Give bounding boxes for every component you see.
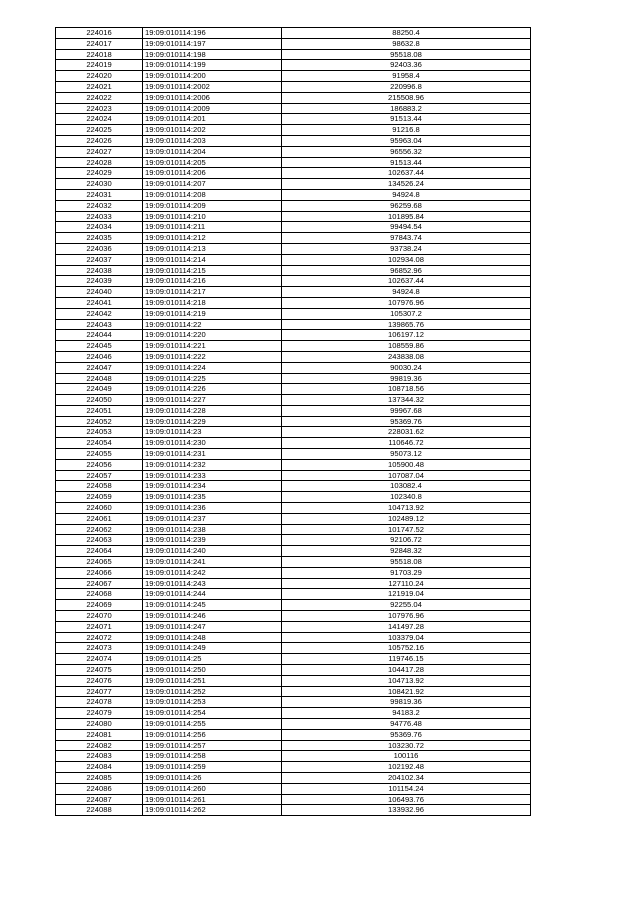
table-row	[56, 103, 531, 114]
row-id-cell: 224087	[56, 794, 143, 805]
amount-cell: 243838.08	[282, 351, 531, 362]
row-id-cell: 224062	[56, 524, 143, 535]
amount-cell: 94924.8	[282, 287, 531, 298]
cadastral-code-cell: 19:09:010114:250	[143, 665, 282, 676]
cadastral-code-cell: 19:09:010114:224	[143, 362, 282, 373]
row-id-cell: 224050	[56, 395, 143, 406]
row-id-cell: 224029	[56, 168, 143, 179]
table-row	[56, 427, 531, 438]
cadastral-code-cell: 19:09:010114:262	[143, 805, 282, 816]
amount-cell: 92106.72	[282, 535, 531, 546]
cadastral-code-cell: 19:09:010114:227	[143, 395, 282, 406]
table-row	[56, 783, 531, 794]
table-row	[56, 243, 531, 254]
cadastral-code-cell: 19:09:010114:23	[143, 427, 282, 438]
amount-cell: 102489.12	[282, 513, 531, 524]
table-row	[56, 71, 531, 82]
cadastral-code-cell: 19:09:010114:252	[143, 686, 282, 697]
row-id-cell: 224084	[56, 762, 143, 773]
row-id-cell: 224020	[56, 71, 143, 82]
cadastral-code-cell: 19:09:010114:199	[143, 60, 282, 71]
amount-cell: 92255.04	[282, 600, 531, 611]
cadastral-code-cell: 19:09:010114:204	[143, 146, 282, 157]
amount-cell: 107976.96	[282, 297, 531, 308]
cadastral-code-cell: 19:09:010114:202	[143, 125, 282, 136]
table-row	[56, 319, 531, 330]
table-row	[56, 416, 531, 427]
cadastral-code-cell: 19:09:010114:260	[143, 783, 282, 794]
table-row	[56, 330, 531, 341]
table-row	[56, 449, 531, 460]
cadastral-code-cell: 19:09:010114:236	[143, 503, 282, 514]
table-row	[56, 481, 531, 492]
table-row	[56, 578, 531, 589]
amount-cell: 95518.08	[282, 557, 531, 568]
amount-cell: 119746.15	[282, 654, 531, 665]
cadastral-code-cell: 19:09:010114:22	[143, 319, 282, 330]
cadastral-code-cell: 19:09:010114:225	[143, 373, 282, 384]
amount-cell: 91513.44	[282, 114, 531, 125]
table-row	[56, 697, 531, 708]
amount-cell: 108559.86	[282, 341, 531, 352]
amount-cell: 91216.8	[282, 125, 531, 136]
cadastral-code-cell: 19:09:010114:243	[143, 578, 282, 589]
amount-cell: 204102.34	[282, 772, 531, 783]
amount-cell: 139865.76	[282, 319, 531, 330]
cadastral-code-cell: 19:09:010114:259	[143, 762, 282, 773]
cadastral-code-cell: 19:09:010114:214	[143, 254, 282, 265]
amount-cell: 96259.68	[282, 200, 531, 211]
cadastral-code-cell: 19:09:010114:233	[143, 470, 282, 481]
amount-cell: 134526.24	[282, 179, 531, 190]
row-id-cell: 224074	[56, 654, 143, 665]
row-id-cell: 224032	[56, 200, 143, 211]
table-row	[56, 233, 531, 244]
table-row	[56, 611, 531, 622]
row-id-cell: 224076	[56, 675, 143, 686]
cadastral-code-cell: 19:09:010114:220	[143, 330, 282, 341]
row-id-cell: 224048	[56, 373, 143, 384]
table-row	[56, 135, 531, 146]
amount-cell: 127110.24	[282, 578, 531, 589]
cadastral-code-cell: 19:09:010114:2002	[143, 81, 282, 92]
amount-cell: 102192.48	[282, 762, 531, 773]
table-row	[56, 470, 531, 481]
table-row	[56, 405, 531, 416]
cadastral-code-cell: 19:09:010114:206	[143, 168, 282, 179]
cadastral-code-cell: 19:09:010114:237	[143, 513, 282, 524]
row-id-cell: 224041	[56, 297, 143, 308]
table-row	[56, 189, 531, 200]
cadastral-code-cell: 19:09:010114:249	[143, 643, 282, 654]
row-id-cell: 224028	[56, 157, 143, 168]
amount-cell: 106493.76	[282, 794, 531, 805]
row-id-cell: 224055	[56, 449, 143, 460]
row-id-cell: 224079	[56, 708, 143, 719]
cadastral-code-cell: 19:09:010114:239	[143, 535, 282, 546]
amount-cell: 220996.8	[282, 81, 531, 92]
amount-cell: 94924.8	[282, 189, 531, 200]
table-row	[56, 459, 531, 470]
row-id-cell: 224049	[56, 384, 143, 395]
table-row	[56, 621, 531, 632]
amount-cell: 103230.72	[282, 740, 531, 751]
table-row	[56, 114, 531, 125]
row-id-cell: 224017	[56, 38, 143, 49]
row-id-cell: 224034	[56, 222, 143, 233]
cadastral-code-cell: 19:09:010114:258	[143, 751, 282, 762]
cadastral-code-cell: 19:09:010114:230	[143, 438, 282, 449]
cadastral-code-cell: 19:09:010114:200	[143, 71, 282, 82]
amount-cell: 97843.74	[282, 233, 531, 244]
row-id-cell: 224058	[56, 481, 143, 492]
table-row	[56, 686, 531, 697]
row-id-cell: 224018	[56, 49, 143, 60]
amount-cell: 104713.92	[282, 675, 531, 686]
amount-cell: 99819.36	[282, 697, 531, 708]
row-id-cell: 224037	[56, 254, 143, 265]
table-row	[56, 751, 531, 762]
table-row	[56, 157, 531, 168]
table-row	[56, 762, 531, 773]
amount-cell: 107087.04	[282, 470, 531, 481]
row-id-cell: 224088	[56, 805, 143, 816]
cadastral-code-cell: 19:09:010114:217	[143, 287, 282, 298]
table-row	[56, 297, 531, 308]
amount-cell: 95518.08	[282, 49, 531, 60]
amount-cell: 108718.56	[282, 384, 531, 395]
cadastral-code-cell: 19:09:010114:229	[143, 416, 282, 427]
table-row	[56, 567, 531, 578]
table-row	[56, 38, 531, 49]
amount-cell: 104713.92	[282, 503, 531, 514]
cadastral-code-cell: 19:09:010114:261	[143, 794, 282, 805]
table-row	[56, 222, 531, 233]
cadastral-code-cell: 19:09:010114:240	[143, 546, 282, 557]
amount-cell: 99819.36	[282, 373, 531, 384]
table-row	[56, 524, 531, 535]
row-id-cell: 224042	[56, 308, 143, 319]
table-row	[56, 708, 531, 719]
cadastral-code-cell: 19:09:010114:255	[143, 719, 282, 730]
table-row	[56, 632, 531, 643]
cadastral-code-cell: 19:09:010114:256	[143, 729, 282, 740]
row-id-cell: 224086	[56, 783, 143, 794]
row-id-cell: 224052	[56, 416, 143, 427]
amount-cell: 186883.2	[282, 103, 531, 114]
row-id-cell: 224021	[56, 81, 143, 92]
table-row	[56, 254, 531, 265]
table-row	[56, 729, 531, 740]
amount-cell: 93738.24	[282, 243, 531, 254]
row-id-cell: 224051	[56, 405, 143, 416]
cadastral-code-cell: 19:09:010114:251	[143, 675, 282, 686]
amount-cell: 95369.76	[282, 416, 531, 427]
row-id-cell: 224038	[56, 265, 143, 276]
table-row	[56, 503, 531, 514]
amount-cell: 104417.28	[282, 665, 531, 676]
amount-cell: 105900.48	[282, 459, 531, 470]
table-row	[56, 492, 531, 503]
row-id-cell: 224046	[56, 351, 143, 362]
table-row	[56, 675, 531, 686]
table-row	[56, 384, 531, 395]
row-id-cell: 224071	[56, 621, 143, 632]
row-id-cell: 224064	[56, 546, 143, 557]
row-id-cell: 224040	[56, 287, 143, 298]
amount-cell: 102637.44	[282, 276, 531, 287]
cadastral-code-cell: 19:09:010114:226	[143, 384, 282, 395]
amount-cell: 91513.44	[282, 157, 531, 168]
cadastral-code-cell: 19:09:010114:209	[143, 200, 282, 211]
table-row	[56, 805, 531, 816]
amount-cell: 95369.76	[282, 729, 531, 740]
row-id-cell: 224072	[56, 632, 143, 643]
cadastral-code-cell: 19:09:010114:196	[143, 28, 282, 39]
amount-cell: 96852.96	[282, 265, 531, 276]
row-id-cell: 224066	[56, 567, 143, 578]
row-id-cell: 224065	[56, 557, 143, 568]
table-row	[56, 772, 531, 783]
cadastral-code-cell: 19:09:010114:2006	[143, 92, 282, 103]
row-id-cell: 224068	[56, 589, 143, 600]
amount-cell: 99494.54	[282, 222, 531, 233]
cadastral-code-cell: 19:09:010114:215	[143, 265, 282, 276]
row-id-cell: 224075	[56, 665, 143, 676]
amount-cell: 92403.36	[282, 60, 531, 71]
table-row	[56, 81, 531, 92]
row-id-cell: 224026	[56, 135, 143, 146]
row-id-cell: 224061	[56, 513, 143, 524]
table-row	[56, 341, 531, 352]
amount-cell: 215508.96	[282, 92, 531, 103]
amount-cell: 133932.96	[282, 805, 531, 816]
table-row	[56, 60, 531, 71]
amount-cell: 90030.24	[282, 362, 531, 373]
row-id-cell: 224022	[56, 92, 143, 103]
cadastral-code-cell: 19:09:010114:253	[143, 697, 282, 708]
cadastral-code-cell: 19:09:010114:246	[143, 611, 282, 622]
cadastral-code-cell: 19:09:010114:216	[143, 276, 282, 287]
amount-cell: 95073.12	[282, 449, 531, 460]
row-id-cell: 224047	[56, 362, 143, 373]
row-id-cell: 224063	[56, 535, 143, 546]
table-row	[56, 28, 531, 39]
row-id-cell: 224078	[56, 697, 143, 708]
row-id-cell: 224030	[56, 179, 143, 190]
amount-cell: 94183.2	[282, 708, 531, 719]
cadastral-code-cell: 19:09:010114:26	[143, 772, 282, 783]
row-id-cell: 224053	[56, 427, 143, 438]
cadastral-code-cell: 19:09:010114:197	[143, 38, 282, 49]
table-row	[56, 276, 531, 287]
amount-cell: 91703.29	[282, 567, 531, 578]
table-row	[56, 643, 531, 654]
table-row	[56, 794, 531, 805]
row-id-cell: 224057	[56, 470, 143, 481]
row-id-cell: 224033	[56, 211, 143, 222]
table-row	[56, 351, 531, 362]
row-id-cell: 224019	[56, 60, 143, 71]
amount-cell: 228031.62	[282, 427, 531, 438]
row-id-cell: 224043	[56, 319, 143, 330]
row-id-cell: 224073	[56, 643, 143, 654]
amount-cell: 110646.72	[282, 438, 531, 449]
cadastral-code-cell: 19:09:010114:198	[143, 49, 282, 60]
cadastral-code-cell: 19:09:010114:210	[143, 211, 282, 222]
row-id-cell: 224077	[56, 686, 143, 697]
data-table	[55, 27, 531, 816]
row-id-cell: 224039	[56, 276, 143, 287]
amount-cell: 98632.8	[282, 38, 531, 49]
row-id-cell: 224081	[56, 729, 143, 740]
amount-cell: 91958.4	[282, 71, 531, 82]
amount-cell: 102934.08	[282, 254, 531, 265]
table-row	[56, 211, 531, 222]
row-id-cell: 224044	[56, 330, 143, 341]
table-row	[56, 513, 531, 524]
row-id-cell: 224027	[56, 146, 143, 157]
table-row	[56, 740, 531, 751]
table-body	[56, 28, 531, 816]
cadastral-code-cell: 19:09:010114:245	[143, 600, 282, 611]
table-row	[56, 438, 531, 449]
amount-cell: 102340.8	[282, 492, 531, 503]
cadastral-code-cell: 19:09:010114:242	[143, 567, 282, 578]
cadastral-code-cell: 19:09:010114:201	[143, 114, 282, 125]
amount-cell: 101895.84	[282, 211, 531, 222]
table-row	[56, 600, 531, 611]
amount-cell: 121919.04	[282, 589, 531, 600]
row-id-cell: 224035	[56, 233, 143, 244]
row-id-cell: 224016	[56, 28, 143, 39]
cadastral-code-cell: 19:09:010114:234	[143, 481, 282, 492]
table-row	[56, 308, 531, 319]
cadastral-code-cell: 19:09:010114:203	[143, 135, 282, 146]
table-row	[56, 546, 531, 557]
amount-cell: 99967.68	[282, 405, 531, 416]
table-row	[56, 557, 531, 568]
amount-cell: 105752.16	[282, 643, 531, 654]
table-row	[56, 535, 531, 546]
row-id-cell: 224059	[56, 492, 143, 503]
amount-cell: 100116	[282, 751, 531, 762]
table-row	[56, 200, 531, 211]
row-id-cell: 224036	[56, 243, 143, 254]
table-row	[56, 589, 531, 600]
table-row	[56, 168, 531, 179]
table-row	[56, 373, 531, 384]
row-id-cell: 224031	[56, 189, 143, 200]
cadastral-code-cell: 19:09:010114:205	[143, 157, 282, 168]
table-row	[56, 49, 531, 60]
cadastral-code-cell: 19:09:010114:231	[143, 449, 282, 460]
amount-cell: 94776.48	[282, 719, 531, 730]
amount-cell: 106197.12	[282, 330, 531, 341]
table-row	[56, 719, 531, 730]
table-row	[56, 92, 531, 103]
cadastral-code-cell: 19:09:010114:228	[143, 405, 282, 416]
amount-cell: 101154.24	[282, 783, 531, 794]
amount-cell: 95963.04	[282, 135, 531, 146]
cadastral-code-cell: 19:09:010114:208	[143, 189, 282, 200]
row-id-cell: 224070	[56, 611, 143, 622]
amount-cell: 103082.4	[282, 481, 531, 492]
row-id-cell: 224045	[56, 341, 143, 352]
row-id-cell: 224082	[56, 740, 143, 751]
table-row	[56, 146, 531, 157]
cadastral-code-cell: 19:09:010114:244	[143, 589, 282, 600]
cadastral-code-cell: 19:09:010114:248	[143, 632, 282, 643]
amount-cell: 96556.32	[282, 146, 531, 157]
cadastral-code-cell: 19:09:010114:212	[143, 233, 282, 244]
cadastral-code-cell: 19:09:010114:219	[143, 308, 282, 319]
row-id-cell: 224023	[56, 103, 143, 114]
table-row	[56, 287, 531, 298]
table-row	[56, 395, 531, 406]
cadastral-code-cell: 19:09:010114:207	[143, 179, 282, 190]
cadastral-code-cell: 19:09:010114:213	[143, 243, 282, 254]
cadastral-code-cell: 19:09:010114:238	[143, 524, 282, 535]
cadastral-code-cell: 19:09:010114:247	[143, 621, 282, 632]
cadastral-code-cell: 19:09:010114:218	[143, 297, 282, 308]
row-id-cell: 224056	[56, 459, 143, 470]
table-row	[56, 362, 531, 373]
cadastral-code-cell: 19:09:010114:2009	[143, 103, 282, 114]
table-row	[56, 265, 531, 276]
amount-cell: 101747.52	[282, 524, 531, 535]
amount-cell: 105307.2	[282, 308, 531, 319]
cadastral-code-cell: 19:09:010114:254	[143, 708, 282, 719]
amount-cell: 103379.04	[282, 632, 531, 643]
cadastral-code-cell: 19:09:010114:211	[143, 222, 282, 233]
row-id-cell: 224083	[56, 751, 143, 762]
amount-cell: 108421.92	[282, 686, 531, 697]
cadastral-code-cell: 19:09:010114:221	[143, 341, 282, 352]
row-id-cell: 224025	[56, 125, 143, 136]
cadastral-code-cell: 19:09:010114:257	[143, 740, 282, 751]
table-row	[56, 665, 531, 676]
row-id-cell: 224067	[56, 578, 143, 589]
cadastral-code-cell: 19:09:010114:222	[143, 351, 282, 362]
amount-cell: 88250.4	[282, 28, 531, 39]
row-id-cell: 224054	[56, 438, 143, 449]
cadastral-code-cell: 19:09:010114:241	[143, 557, 282, 568]
table-row	[56, 179, 531, 190]
row-id-cell: 224024	[56, 114, 143, 125]
row-id-cell: 224080	[56, 719, 143, 730]
row-id-cell: 224069	[56, 600, 143, 611]
amount-cell: 102637.44	[282, 168, 531, 179]
cadastral-code-cell: 19:09:010114:232	[143, 459, 282, 470]
cadastral-code-cell: 19:09:010114:235	[143, 492, 282, 503]
cadastral-code-cell: 19:09:010114:25	[143, 654, 282, 665]
amount-cell: 137344.32	[282, 395, 531, 406]
row-id-cell: 224060	[56, 503, 143, 514]
table-row	[56, 125, 531, 136]
row-id-cell: 224085	[56, 772, 143, 783]
amount-cell: 141497.28	[282, 621, 531, 632]
amount-cell: 107976.96	[282, 611, 531, 622]
amount-cell: 92848.32	[282, 546, 531, 557]
table-row	[56, 654, 531, 665]
